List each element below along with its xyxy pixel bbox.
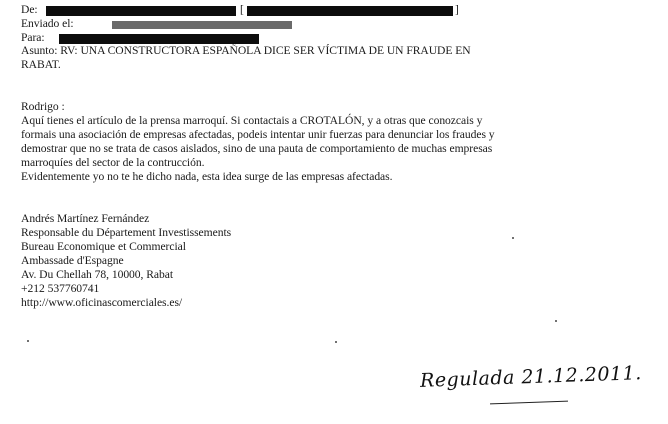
body-line: Aquí tienes el artículo de la prensa marroquí. Si contactais a CROTALÓN, y a otras que conozcais y (21, 114, 483, 127)
handwritten-note: Regulada 21.12.2011. (419, 362, 643, 392)
scan-speck (555, 320, 557, 322)
from-row (21, 3, 38, 17)
from-bracket-close: ] (455, 3, 459, 16)
scan-speck (27, 340, 29, 342)
signature-office: Bureau Economique et Commercial (21, 240, 186, 253)
redacted-sent-date (112, 21, 292, 29)
body-line: marroquíes del sector de la contrucción. (21, 156, 205, 169)
scan-speck (335, 341, 337, 343)
handwritten-underline (490, 401, 568, 405)
greeting: Rodrigo : (21, 100, 65, 113)
redacted-recipient (59, 34, 259, 44)
scan-speck (512, 237, 514, 239)
redacted-sender-email (247, 6, 453, 16)
body-line: formais una asociación de empresas afectadas, podeis intentar unir fuerzas para denunciar los fraudes y (21, 128, 495, 141)
to-label: Para: (21, 31, 45, 44)
signature-address: Av. Du Chellah 78, 10000, Rabat (21, 268, 174, 281)
subject-line-2: RABAT. (21, 58, 61, 71)
redacted-sender-name (46, 6, 236, 16)
body-line: demostrar que no se trata de casos aislados, sino de una pauta de comportamiento de muchas empresas (21, 142, 493, 155)
sent-row (21, 17, 74, 31)
from-label: De: (21, 3, 38, 16)
signature-website: http://www.oficinascomerciales.es/ (21, 296, 183, 309)
body-line: Evidentemente yo no te he dicho nada, esta idea surge de las empresas afectadas. (21, 170, 393, 183)
to-row (21, 31, 45, 45)
sent-label: Enviado el: (21, 17, 74, 30)
subject-line-1: Asunto: RV: UNA CONSTRUCTORA ESPAÑOLA DICE SER VÍCTIMA DE UN FRAUDE EN (21, 44, 471, 57)
signature-phone: +212 537760741 (21, 282, 100, 295)
signature-embassy: Ambassade d'Espagne (21, 254, 124, 267)
signature-title: Responsable du Département Investissements (21, 226, 232, 239)
signature-name: Andrés Martínez Fernández (21, 212, 150, 225)
from-bracket-open: [ (240, 3, 244, 16)
